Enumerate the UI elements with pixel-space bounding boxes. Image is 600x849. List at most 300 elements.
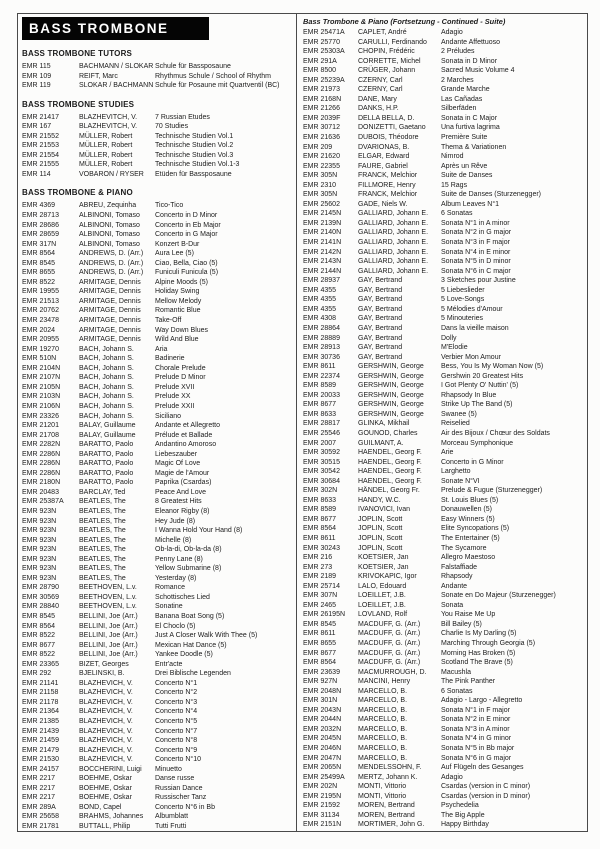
work-title: Verbier Mon Amour <box>441 353 501 361</box>
catalog-number: EMR 119 <box>22 82 51 90</box>
catalog-row <box>22 151 292 161</box>
catalog-number: EMR 30515 <box>303 458 340 466</box>
composer: ARMITAGE, Dennis <box>79 317 141 325</box>
section-heading-studies: BASS TROMBONE STUDIES <box>22 99 135 109</box>
catalog-number: EMR 8589 <box>303 382 337 390</box>
catalog-row <box>303 792 583 802</box>
catalog-number: EMR 25499A <box>303 773 345 781</box>
work-title: Banana Boat Song (5) <box>155 612 225 620</box>
work-title: Sonata N°1 in F major <box>441 706 510 714</box>
catalog-row <box>22 517 292 527</box>
work-title: Prelude XXII <box>155 402 195 410</box>
composer: BEATLES, The <box>79 555 126 563</box>
composer: KOETSIER, Jan <box>358 563 409 571</box>
catalog-number: EMR 30542 <box>303 468 340 476</box>
catalog-number: EMR 2143N <box>303 258 342 266</box>
catalog-number: EMR 302N <box>303 487 338 495</box>
catalog-number: EMR 8611 <box>303 630 336 638</box>
composer: GERSHWIN, George <box>358 372 424 380</box>
work-title: Siciliano <box>155 412 182 420</box>
work-title: Csardas (version in D minor) <box>441 792 531 800</box>
catalog-row <box>303 658 583 668</box>
work-title: 2 Préludes <box>441 48 475 56</box>
work-title: The Entertainer (5) <box>441 534 500 542</box>
catalog-row <box>303 372 583 382</box>
composer: BOEHME, Oskar <box>79 775 132 783</box>
catalog-number: EMR 2189 <box>303 573 337 581</box>
work-title: 5 Mélodies d'Amour <box>441 305 503 313</box>
work-title: Dolly <box>441 334 457 342</box>
section-studies <box>22 100 292 180</box>
catalog-number: EMR 21459 <box>22 737 59 745</box>
catalog-row <box>303 57 583 67</box>
catalog-number: EMR 923N <box>22 527 57 535</box>
catalog-row <box>303 362 583 372</box>
catalog-row <box>303 162 583 172</box>
work-title: Sonata <box>441 601 464 609</box>
work-title: 70 Studies <box>155 123 189 131</box>
catalog-number: EMR 8655 <box>22 269 56 277</box>
composer: BEETHOVEN, L.v. <box>79 584 137 592</box>
work-title: Bess, You Is My Woman Now (5) <box>441 363 544 371</box>
catalog-number: EMR 25471A <box>303 29 345 36</box>
work-title: Andante <box>441 582 468 590</box>
composer: GOUNOD, Charles <box>358 429 418 437</box>
catalog-number: EMR 28840 <box>22 603 59 611</box>
catalog-number: EMR 2151N <box>303 821 342 829</box>
catalog-row <box>303 295 583 305</box>
catalog-row <box>303 553 583 563</box>
catalog-row <box>22 240 292 250</box>
catalog-number: EMR 21266 <box>303 105 340 113</box>
composer: BUTTALL, Philip <box>79 823 131 831</box>
catalog-row <box>303 114 583 124</box>
catalog-row <box>303 143 583 153</box>
composer: FAURE, Gabriel <box>358 162 408 170</box>
catalog-row <box>303 763 583 773</box>
catalog-number: EMR 2217 <box>22 784 56 792</box>
work-title: The Pink Panther <box>441 678 496 686</box>
catalog-number: EMR 510N <box>22 355 57 363</box>
catalog-number: EMR 30736 <box>303 353 340 361</box>
composer: BELLINI, Joe (Arr.) <box>79 641 138 649</box>
composer: LALO, Edouard <box>358 582 407 590</box>
composer: GADE, Niels W. <box>358 200 408 208</box>
catalog-row <box>22 201 292 211</box>
work-title: Charlie Is My Darling (5) <box>441 630 517 638</box>
composer: MORTIMER, John G. <box>358 821 425 829</box>
catalog-number: EMR 2286N <box>22 460 61 468</box>
composer: BACH, Johann S. <box>79 374 134 382</box>
composer: FRANCK, Melchior <box>358 191 418 199</box>
work-title: Etüden für Bassposaune <box>155 170 232 178</box>
work-title: Sonata N°5 in D minor <box>441 258 511 266</box>
catalog-number: EMR 2286N <box>22 450 61 458</box>
composer: BACH, Johann S. <box>79 412 134 420</box>
catalog-number: EMR 8677 <box>22 641 56 649</box>
composer: BARATTO, Paolo <box>79 450 134 458</box>
catalog-number: EMR 2046N <box>303 745 342 753</box>
work-title: Reiselied <box>441 420 470 428</box>
catalog-row <box>303 524 583 534</box>
catalog-number: EMR 28790 <box>22 584 59 592</box>
composer: DONIZETTI, Gaetano <box>358 124 426 132</box>
composer: LOVLAND, Rolf <box>358 611 408 619</box>
catalog-number: EMR 30592 <box>303 449 340 457</box>
catalog-number: EMR 2107N <box>22 374 61 382</box>
catalog-number: EMR 115 <box>22 63 51 70</box>
composer: BLAZHEVICH, V. <box>79 679 133 687</box>
work-title: Funiculi Funicula (5) <box>155 269 219 277</box>
catalog-number: EMR 2103N <box>22 393 61 401</box>
catalog-number: EMR 2195N <box>303 792 342 800</box>
work-title: Strike Up The Band (5) <box>441 401 513 409</box>
catalog-row <box>303 725 583 735</box>
catalog-row <box>22 727 292 737</box>
catalog-row <box>22 784 292 794</box>
catalog-number: EMR 21417 <box>22 113 59 121</box>
catalog-row <box>303 219 583 229</box>
composer: ARMITAGE, Dennis <box>79 278 141 286</box>
work-title: Sonata in C Major <box>441 114 498 122</box>
composer: BLAZHEVITCH, V. <box>79 113 138 121</box>
composer: ANDREWS, D. (Arr.) <box>79 250 144 258</box>
work-title: Concerto N°8 <box>155 737 198 745</box>
catalog-row <box>303 419 583 429</box>
catalog-number: EMR 202N <box>303 783 338 791</box>
catalog-number: EMR 21555 <box>22 161 59 169</box>
catalog-number: EMR 8611 <box>303 534 336 542</box>
catalog-row <box>303 267 583 277</box>
catalog-number: EMR 923N <box>22 565 57 573</box>
catalog-number: EMR 109 <box>22 72 52 80</box>
catalog-row <box>303 305 583 315</box>
catalog-number: EMR 21781 <box>22 823 59 831</box>
composer: BARATTO, Paolo <box>79 460 134 468</box>
work-title: Las Cañadas <box>441 95 483 103</box>
composer: JOPLIN, Scott <box>358 544 403 552</box>
catalog-row <box>22 622 292 632</box>
catalog-number: EMR 2142N <box>303 248 342 256</box>
catalog-number: EMR 2310 <box>303 181 337 189</box>
work-title: 3 Sketches pour Justine <box>441 277 516 285</box>
catalog-number: EMR 8564 <box>303 659 337 667</box>
work-title: Concerto N°4 <box>155 708 198 716</box>
catalog-number: EMR 21201 <box>22 422 59 430</box>
work-title: Swanee (5) <box>441 410 477 418</box>
catalog-row <box>22 755 292 765</box>
catalog-row <box>22 287 292 297</box>
catalog-number: EMR 25714 <box>303 582 340 590</box>
work-title: Una furtiva lagrima <box>441 124 500 132</box>
catalog-row <box>303 324 583 334</box>
catalog-row <box>303 314 583 324</box>
composer: BJELINSKI, B. <box>79 670 125 678</box>
work-title: Yesterday (8) <box>155 574 197 582</box>
catalog-row <box>303 171 583 181</box>
composer: BOEHME, Oskar <box>79 784 132 792</box>
column-divider <box>296 13 297 831</box>
catalog-row <box>303 209 583 219</box>
left-column <box>22 16 292 832</box>
catalog-row <box>22 650 292 660</box>
work-title: Technische Studien Vol.3 <box>155 151 234 159</box>
section-heading-piano: BASS TROMBONE & PIANO <box>22 188 133 198</box>
catalog-number: EMR 216 <box>303 554 333 562</box>
work-title: Gershwin 20 Greatest Hits <box>441 372 524 380</box>
work-title: Première Suite <box>441 134 488 142</box>
composer: GERSHWIN, George <box>358 363 424 371</box>
catalog-row <box>22 170 292 180</box>
composer: BELLINI, Joe (Arr.) <box>79 622 138 630</box>
catalog-number: EMR 8522 <box>22 651 56 659</box>
composer: DANKS, H.P. <box>358 105 399 113</box>
catalog-number: EMR 8564 <box>22 622 56 630</box>
work-title: St. Louis Blues (5) <box>441 496 499 504</box>
catalog-number: EMR 305N <box>303 191 338 199</box>
composer: BLAZHEVICH, V. <box>79 708 133 716</box>
work-title: Drei Biblische Legenden <box>155 670 231 678</box>
catalog-row <box>22 583 292 593</box>
catalog-number: EMR 20762 <box>22 307 59 315</box>
composer: HÄNDEL, Georg Fr. <box>358 487 420 495</box>
composer: MARCELLO, B. <box>358 687 408 695</box>
composer: HAENDEL, Georg F. <box>358 468 422 476</box>
catalog-row <box>303 706 583 716</box>
composer: MOREN, Bertrand <box>358 802 415 810</box>
catalog-row <box>303 782 583 792</box>
work-title: 15 Rags <box>441 181 468 189</box>
work-title: Sonata N°4 in G minor <box>441 735 512 743</box>
work-title: Magic Of Love <box>155 460 201 468</box>
catalog-number: EMR 30712 <box>303 124 340 132</box>
work-title: Concerto N°2 <box>155 689 198 697</box>
work-title: Grande Marche <box>441 86 490 94</box>
catalog-row <box>22 536 292 546</box>
catalog-row <box>22 698 292 708</box>
catalog-row <box>303 582 583 592</box>
catalog-number: EMR 8611 <box>303 363 336 371</box>
composer: ABREU, Zequinha <box>79 202 137 210</box>
composer: MARCELLO, B. <box>358 745 408 753</box>
catalog-row <box>22 421 292 431</box>
work-title: Danse russe <box>155 775 195 783</box>
work-title: Auf Flügeln des Gesanges <box>441 764 524 772</box>
catalog-row <box>22 412 292 422</box>
catalog-number: EMR 28686 <box>22 221 59 229</box>
work-title: Sonata N°6 in C major <box>441 267 511 275</box>
composer: BOEHME, Oskar <box>79 794 132 802</box>
catalog-number: EMR 28817 <box>303 420 340 428</box>
work-title: Rhapsody <box>441 573 473 581</box>
catalog-number: EMR 30569 <box>22 593 59 601</box>
composer: CARULLI, Ferdinando <box>358 38 427 46</box>
work-title: Magie de l'Amour <box>155 469 210 477</box>
catalog-row <box>303 601 583 611</box>
catalog-number: EMR 923N <box>22 517 57 525</box>
catalog-number: EMR 21554 <box>22 151 59 159</box>
work-title: Andantino Amoroso <box>155 441 217 449</box>
catalog-number: EMR 2105N <box>22 383 61 391</box>
work-title: Sonata N°2 in G major <box>441 229 512 237</box>
work-title: Sonate en Do Majeur (Sturzenegger) <box>441 592 556 600</box>
catalog-number: EMR 8677 <box>303 649 337 657</box>
catalog-number: EMR 291A <box>303 57 337 65</box>
catalog-row <box>22 612 292 622</box>
catalog-number: EMR 2217 <box>22 794 56 802</box>
composer: GAY, Bertrand <box>358 324 403 332</box>
catalog-number: EMR 305N <box>303 172 338 180</box>
composer: GAY, Bertrand <box>358 353 403 361</box>
composer: DANE, Mary <box>358 95 397 103</box>
catalog-row <box>303 334 583 344</box>
catalog-row <box>22 335 292 345</box>
composer: CAPLET, André <box>358 29 407 36</box>
catalog-number: EMR 2104N <box>22 364 61 372</box>
catalog-number: EMR 25602 <box>303 200 340 208</box>
catalog-row <box>22 478 292 488</box>
composer: BLAZHEVICH, V. <box>79 689 133 697</box>
composer: DVARIONAS, B. <box>358 143 410 151</box>
composer: MENDELSSOHN, F. <box>358 764 422 772</box>
catalog-row <box>22 306 292 316</box>
composer: GERSHWIN, George <box>358 382 424 390</box>
work-title: Russian Dance <box>155 784 203 792</box>
catalog-row <box>303 133 583 143</box>
catalog-row <box>303 811 583 821</box>
catalog-number: EMR 8545 <box>22 612 56 620</box>
section-piano <box>22 188 292 831</box>
work-title: Thema & Variationen <box>441 143 507 151</box>
composer: MÜLLER, Robert <box>79 151 133 159</box>
composer: MERTZ, Johann K. <box>358 773 418 781</box>
work-title: Morceau Symphonique <box>441 439 513 447</box>
composer: REIFT, Marc <box>79 72 118 80</box>
catalog-number: EMR 301N <box>303 697 338 705</box>
work-title: Concerto N°5 <box>155 718 198 725</box>
work-title: Sonata N°3 in A minor <box>441 725 510 733</box>
catalog-row <box>22 72 292 82</box>
work-title: Concerto in Eb Major <box>155 221 221 229</box>
catalog-row <box>22 211 292 221</box>
composer: GERSHWIN, George <box>358 391 424 399</box>
composer: GAY, Bertrand <box>358 315 403 323</box>
composer: BARATTO, Paolo <box>79 469 134 477</box>
catalog-row <box>303 754 583 764</box>
catalog-number: EMR 8677 <box>303 515 337 523</box>
composer: ALBINONI, Tomaso <box>79 221 140 229</box>
work-title: 6 Sonatas <box>441 210 473 218</box>
work-title: Concerto N°6 in Bb <box>155 803 215 811</box>
composer: MARCELLO, B. <box>358 697 408 705</box>
work-title: Concerto N°9 <box>155 746 198 754</box>
catalog-number: EMR 8633 <box>303 410 337 418</box>
catalog-row <box>303 28 583 38</box>
catalog-number: EMR 21708 <box>22 431 59 439</box>
composer: MONTI, Vittorio <box>358 783 407 791</box>
work-title: Aura Lee (5) <box>155 250 194 258</box>
composer: GALLIARD, Johann E. <box>358 229 429 237</box>
catalog-number: EMR 2048N <box>303 687 342 695</box>
catalog-row <box>22 707 292 717</box>
work-title: Ciao, Bella, Ciao (5) <box>155 259 218 267</box>
composer: FRANCK, Melchior <box>358 172 418 180</box>
work-title: Ob-la-di, Ob-la-da (8) <box>155 546 222 554</box>
catalog-row <box>303 715 583 725</box>
composer: GAY, Bertrand <box>358 286 403 294</box>
catalog-number: EMR 8564 <box>22 250 56 258</box>
catalog-row <box>303 95 583 105</box>
section-rows-piano <box>22 201 292 831</box>
catalog-number: EMR 20955 <box>22 336 59 344</box>
composer: GERSHWIN, George <box>358 401 424 409</box>
catalog-number: EMR 2217 <box>22 775 56 783</box>
composer: BEETHOVEN, L.v. <box>79 593 137 601</box>
continuation-heading: Bass Trombone & Piano (Fortsetzung - Continued - Suite) <box>303 17 506 26</box>
catalog-number: EMR 28659 <box>22 231 59 239</box>
work-title: Adagio <box>441 773 463 781</box>
work-title: Mellow Melody <box>155 297 202 305</box>
work-title: Hey Jude (8) <box>155 517 196 525</box>
composer: CZERNY, Carl <box>358 86 403 94</box>
catalog-number: EMR 2144N <box>303 267 342 275</box>
catalog-row <box>22 497 292 507</box>
catalog-number: EMR 2145N <box>303 210 342 218</box>
work-title: Macushla <box>441 668 471 676</box>
catalog-number: EMR 8564 <box>303 525 337 533</box>
composer: MARCELLO, B. <box>358 706 408 714</box>
composer: MACDUFF, G. (Arr.) <box>358 640 421 647</box>
composer: ARMITAGE, Dennis <box>79 288 141 296</box>
composer: BARCLAY, Ted <box>79 488 126 496</box>
catalog-row <box>303 47 583 57</box>
work-title: Arie <box>441 449 454 457</box>
work-title: 7 Russian Etudes <box>155 113 210 121</box>
composer: ARMITAGE, Dennis <box>79 326 141 334</box>
catalog-row <box>303 696 583 706</box>
work-title: Prelude & Fugue (Sturzenegger) <box>441 487 543 495</box>
composer: MÜLLER, Robert <box>79 132 133 140</box>
work-title: Csardas (version in C minor) <box>441 783 531 791</box>
composer: BLAZHEVICH, V. <box>79 756 133 764</box>
work-title: Elite Syncopations (5) <box>441 525 510 533</box>
work-title: Sonata N°4 in E minor <box>441 248 511 256</box>
work-title: Silberfäden <box>441 105 477 113</box>
catalog-row <box>303 448 583 458</box>
composer: LOEILLET, J.B. <box>358 601 406 609</box>
composer: GALLIARD, Johann E. <box>358 210 429 218</box>
work-title: I Got Plenty O' Nuttin' (5) <box>441 382 519 390</box>
catalog-row <box>22 81 292 91</box>
catalog-row <box>22 297 292 307</box>
catalog-number: EMR 8522 <box>22 278 56 286</box>
catalog-row <box>303 534 583 544</box>
catalog-row <box>22 268 292 278</box>
catalog-row <box>22 316 292 326</box>
catalog-number: EMR 2039F <box>303 114 341 122</box>
composer: MARCELLO, B. <box>358 716 408 724</box>
catalog-number: EMR 31134 <box>303 811 340 819</box>
work-title: Happy Birthday <box>441 821 489 829</box>
catalog-row <box>303 76 583 86</box>
work-title: 6 Sonatas <box>441 687 473 695</box>
catalog-row <box>22 354 292 364</box>
catalog-row <box>22 278 292 288</box>
catalog-row <box>303 181 583 191</box>
work-title: Album Leaves N°1 <box>441 200 500 208</box>
composer: BEATLES, The <box>79 574 126 582</box>
catalog-number: EMR 2065N <box>303 764 342 772</box>
